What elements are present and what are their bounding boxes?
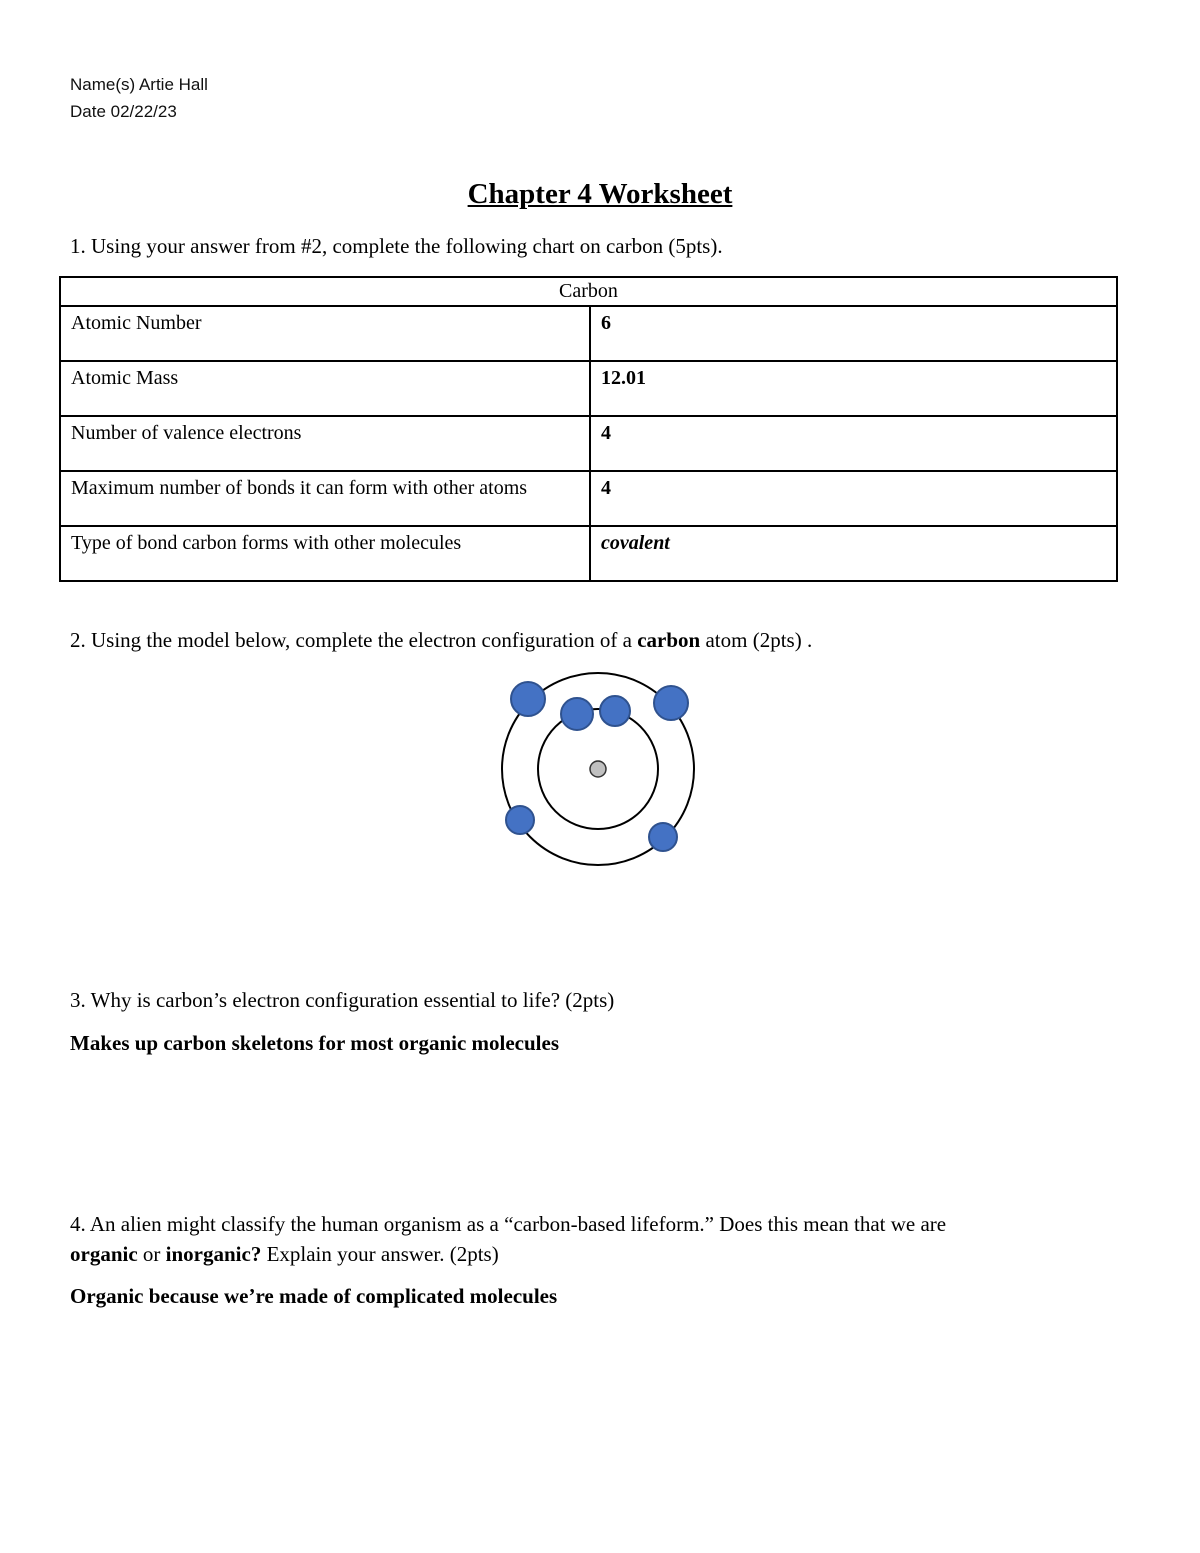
nucleus — [590, 761, 606, 777]
question-2 — [70, 625, 1130, 655]
date-field: Date 02/22/23 — [70, 102, 177, 121]
electron — [654, 686, 688, 720]
table-row — [60, 306, 1117, 361]
row-label: Atomic Number — [60, 306, 590, 361]
question-4-bold-inorganic: inorganic? — [165, 1242, 262, 1266]
row-label: Number of valence electrons — [60, 416, 590, 471]
question-1: 1. Using your answer from #2, complete the following chart on carbon (5pts). — [70, 234, 723, 258]
row-value: 12.01 — [590, 361, 1117, 416]
question-2-pre: 2. Using the model below, complete the electron configuration of a — [70, 628, 638, 652]
row-value: 4 — [590, 416, 1117, 471]
question-2-bold: carbon — [637, 628, 701, 652]
row-label: Atomic Mass — [60, 361, 590, 416]
carbon-atom-model — [495, 670, 705, 875]
page-title: Chapter 4 Worksheet — [467, 178, 733, 210]
question-2-post: atom (2pts) . — [700, 628, 813, 652]
row-label: Maximum number of bonds it can form with other atoms — [60, 471, 590, 526]
row-value: covalent — [590, 526, 1117, 581]
electron — [511, 682, 545, 716]
question-4-mid: or — [137, 1242, 166, 1266]
question-4-bold-organic: organic — [70, 1242, 138, 1266]
name-field: Name(s) Artie Hall — [70, 75, 208, 94]
question-4-post: Explain your answer. (2pts) — [261, 1242, 499, 1266]
answer-4: Organic because we’re made of complicated molecules — [70, 1284, 558, 1308]
row-value: 4 — [590, 471, 1117, 526]
question-3: 3. Why is carbon’s electron configuration essential to life? (2pts) — [70, 988, 615, 1012]
table-row — [60, 471, 1117, 526]
electron — [649, 823, 677, 851]
row-label: Type of bond carbon forms with other molecules — [60, 526, 590, 581]
electron — [561, 698, 593, 730]
row-value: 6 — [590, 306, 1117, 361]
carbon-chart — [59, 276, 1118, 582]
question-4-text: 4. An alien might classify the human organism as a “carbon-based lifeform.” Does this mean that we are — [70, 1212, 947, 1236]
table-row — [60, 526, 1117, 581]
electron — [506, 806, 534, 834]
answer-3: Makes up carbon skeletons for most organic molecules — [70, 1031, 559, 1055]
electron — [600, 696, 630, 726]
chart-heading: Carbon — [60, 277, 1117, 306]
table-row — [60, 416, 1117, 471]
question-4 — [70, 1209, 1130, 1269]
table-row — [60, 361, 1117, 416]
